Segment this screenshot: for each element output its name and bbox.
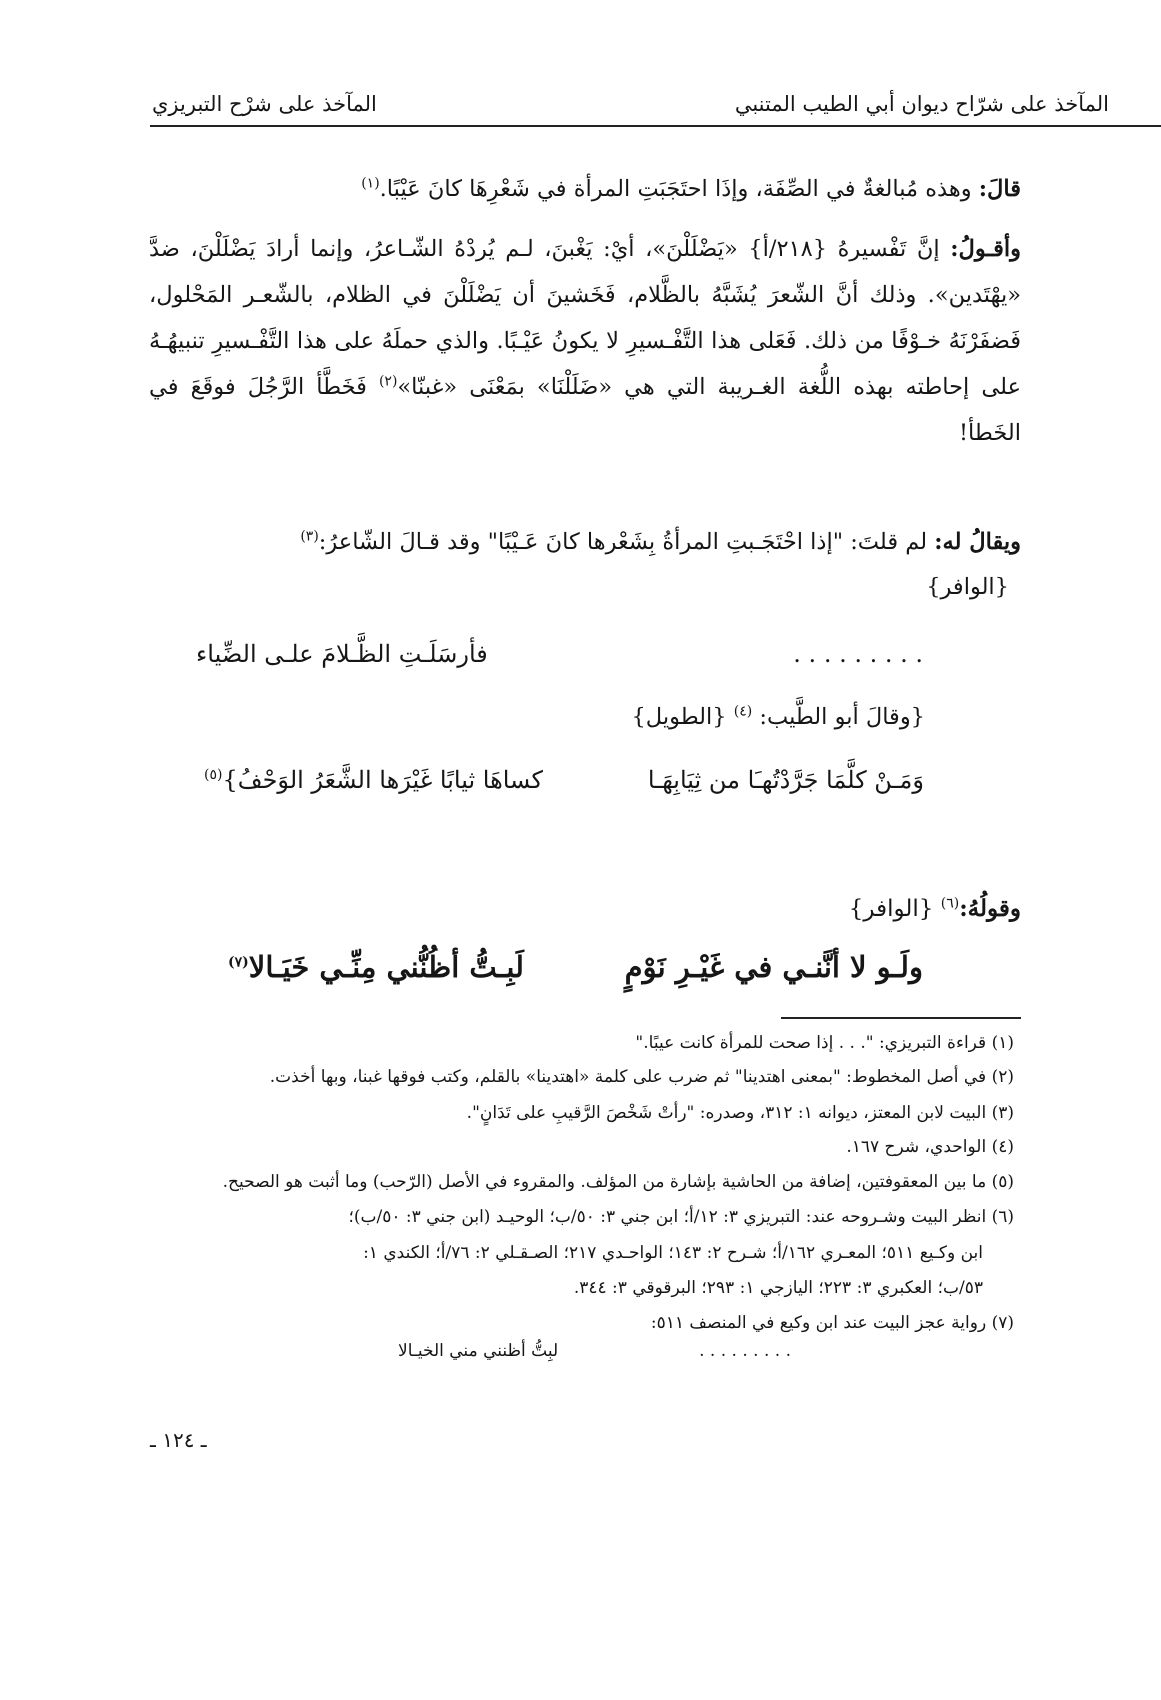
footnote-mark-2: (٢): [378, 373, 398, 390]
abu-tayyib-intro: [631, 704, 925, 730]
footnote-mark-6: (٦): [940, 895, 960, 912]
verse3-second-hemistich-wrap: [228, 950, 524, 984]
footnote-mark-5: (٥): [204, 767, 223, 783]
qala-paragraph: [149, 166, 1021, 212]
footnote-mark-4: (٤): [733, 703, 753, 720]
verse1-second-hemistich: فأرسَلَـتِ الظَّـلامَ علـى الضِّياء: [196, 640, 488, 668]
verse1-first-hemistich: . . . . . . . . .: [793, 640, 923, 668]
footnote-5: (٥) ما بين المعقوفتين، إضافة من الحاشية بإشارة من المؤلف. والمقروء في الأصل (الرّحب) وما أثبت هو الصحيح.: [222, 1172, 1014, 1192]
meter-wafir-1: {الوافر}: [926, 574, 1009, 600]
page-number: ـ ١٢٤ ـ: [150, 1428, 207, 1452]
abu-tayyib-label: {وقالَ أبو الطَّيب:: [759, 704, 925, 730]
aqul-text-end: فَخَطَّأ الرَّجُلَ فوقَعَ في الخَطأ!: [149, 374, 1021, 446]
verse2-second-hemistich: كساهَا ثيابًا غَيْرَها الشَّعَرُ الوَحْفُ}: [222, 766, 543, 794]
footnote-7-verse-second: لبِتُّ أظنني مني الخيـالا: [398, 1341, 559, 1361]
footnote-7: (٧) رواية عجز البيت عند ابن وكيع في المنصف ٥١١:: [650, 1313, 1014, 1333]
qala-text: وهذه مُبالغةٌ في الصِّفَة، وإذَا احتَجَبَتِ المرأة في شَعْرِهَا كانَ عَيْبًا.: [379, 176, 972, 202]
verse3-second-hemistich: لَبِـتُّ أظُنُّني مِنِّـي خَيَـالا: [248, 950, 524, 984]
footnote-mark-3: (٣): [300, 528, 319, 545]
header-rule: [150, 125, 1161, 127]
footnote-1: (١) قراءة التبريزي: ". . . إذا صحت للمرأة كانت عيبًا.": [635, 1033, 1014, 1053]
footnote-mark-1: (١): [361, 175, 380, 192]
yuqal-paragraph: [149, 519, 1021, 565]
aqul-label: وأقـولُ:: [950, 236, 1021, 262]
footnote-7-verse-first: . . . . . . . . .: [699, 1341, 791, 1361]
verse3-first-hemistich: ولَـو لا أنَّنـي في غَيْـرِ نَوْمٍ: [624, 950, 923, 984]
footnote-4: (٤) الواحدي، شرح ١٦٧.: [846, 1137, 1014, 1157]
footnote-2: (٢) في أصل المخطوط: "بمعنى اهتدينا" ثم ضرب على كلمة «اهتدينا» بالقلم، وكتب فوقها غبنا، وبها أخذت.: [269, 1067, 1014, 1087]
qawluhu-line: [849, 895, 1021, 922]
meter-wafir-2: {الوافر}: [848, 896, 934, 922]
footnote-3: (٣) البيت لابن المعتز، ديوانه ١: ٣١٢، وصدره: "رأتْ شَخْصَ الرَّقيبِ على تَدَانٍ".: [466, 1103, 1014, 1123]
footnote-mark-7: (٧): [228, 954, 249, 971]
verse2-second-hemistich-wrap: [204, 766, 543, 794]
meter-tawil: {الطويل}: [631, 704, 727, 730]
running-header-left: المآخذ على شرْح التبريزي: [152, 92, 377, 116]
footnote-separator: [781, 1017, 1021, 1019]
qala-label: قالَ:: [978, 176, 1021, 202]
yuqal-label: ويقالُ له:: [934, 529, 1021, 555]
footnote-6: (٦) انظر البيت وشـروحه عند: التبريزي ٣: ١٢/أ؛ ابن جني ٣: ٥٠/ب؛ الوحيـد (ابن جني ٣: ٥٠/ب)؛: [348, 1207, 1014, 1227]
footnote-6-line2: ابن وكـيع ٥١١؛ المعـري ١٦٢/أ؛ شـرح ٢: ١٤٣؛ الواحـدي ٢١٧؛ الصـقـلي ٢: ٧٦/أ؛ الكندي ١:: [363, 1243, 983, 1263]
qawluhu-label: وقولُهُ:: [959, 895, 1021, 922]
footnote-6-line3: ٥٣/ب؛ العكبري ٣: ٢٢٣؛ اليازجي ١: ٢٩٣؛ البرقوقي ٣: ٣٤٤.: [573, 1278, 983, 1298]
aqul-text: إنَّ تَفْسيرهُ {٢١٨/أ} «يَضْلَلْنَ»، أيْ: يَغْبنَ، لـم يُردْهُ الشّـاعرُ، وإنما أرادَ يَضْلَلْنَ، ضدَّ «يهْتَدين». وذلك أنَّ الشّعرَ يُشَبَّهُ بالظَّلام، فَخَشينَ أن يَضْلَلْنَ في الظلام، بالشّعـر المَحْلول، فَضفَرْنَهُ خـوْفًا من ذلك. فَعَلى هذا التَّفْـسيرِ لا يكونُ عَيْـبًا. والذي حملَهُ على هذا التَّفْـسيرِ تنبيهُـهُ على إحاطته بهذه اللُّغة الغـريبة التي هي «ضَلَلْنَا» بمَعْنَى «غبنّا»: [149, 236, 1021, 400]
yuqal-text: لم قلتَ: "إذا احْتَجَـبتِ المرأةُ بِشَعْرها كانَ عَـيْبًا" وقد قـالَ الشّاعرُ:: [318, 529, 928, 555]
verse2-first-hemistich: وَمَـنْ كلَّمَا جَرَّدْتُهـَا من ثِيَابِهَـا: [647, 766, 924, 794]
aqul-paragraph: [149, 226, 1021, 456]
running-header-right: المآخذ على شرّاح ديوان أبي الطيب المتنبي: [734, 92, 1109, 116]
